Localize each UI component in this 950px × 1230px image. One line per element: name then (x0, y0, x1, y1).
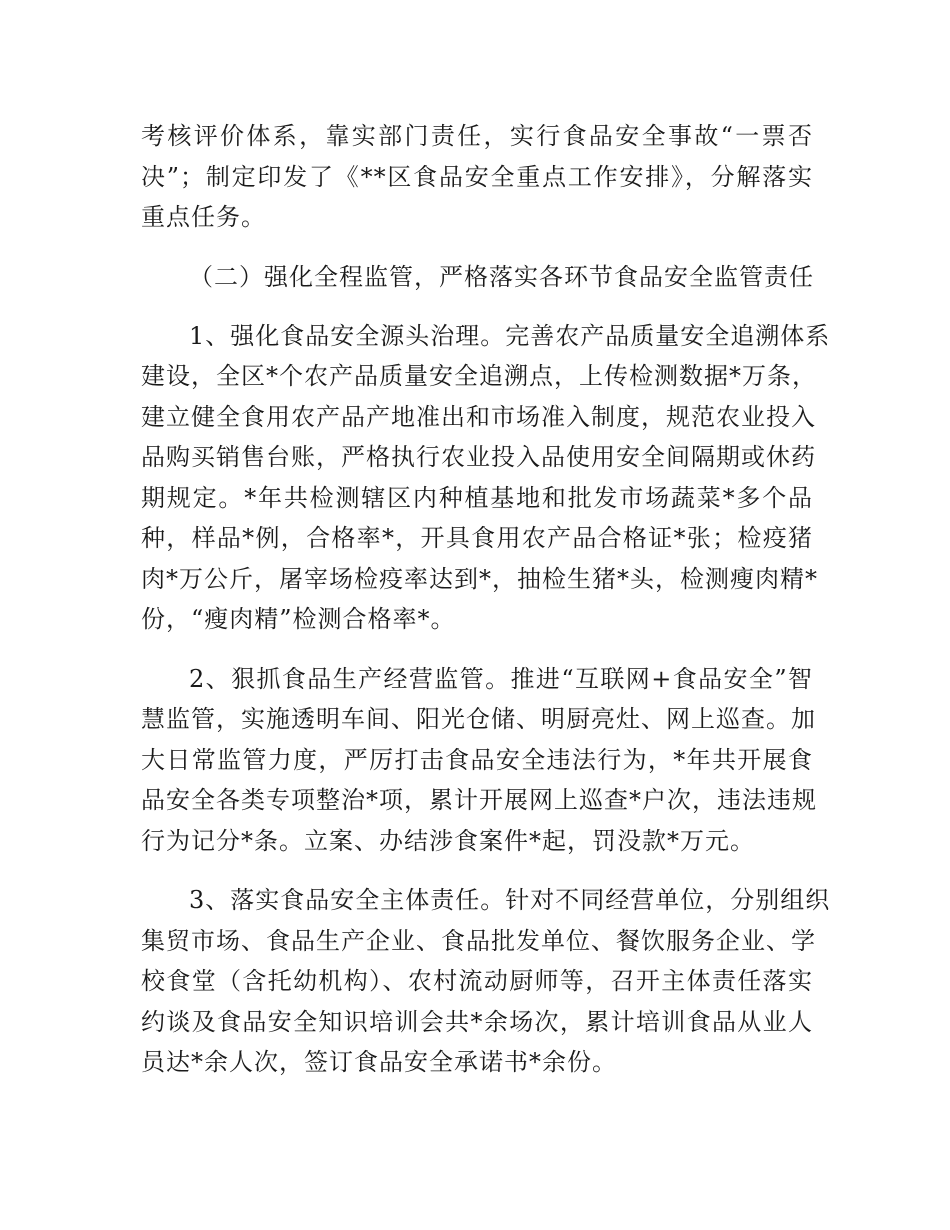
paragraph-production-supervision (141, 659, 817, 862)
text-line: 决”；制定印发了《**区食品安全重点工作安排》，分解落实 (141, 162, 813, 191)
text-line: 期规定。*年共检测辖区内种植基地和批发市场蔬菜*多个品 (141, 483, 813, 512)
text-line: 重点任务。 (141, 203, 266, 231)
text-line: 集贸市场、食品生产企业、食品批发单位、餐饮服务企业、学 (141, 926, 816, 955)
text-line: 3、落实食品安全主体责任。针对不同经营单位，分别组织 (189, 886, 831, 914)
text-line: 1、强化食品安全源头治理。完善农产品质量安全追溯体系 (189, 321, 831, 350)
text-line: 行为记分*条。立案、办结涉食案件*起，罚没款*万元。 (141, 826, 755, 855)
paragraph-main-responsibility (141, 880, 831, 1083)
text-line: 品安全各类专项整治*项，累计开展网上巡查*户次，违法违规 (141, 786, 817, 814)
text-line: 2、狠抓食品生产经营监管。推进“互联网+食品安全”智 (189, 664, 813, 693)
text-line: 份，“瘦肉精”检测合格率*。 (141, 605, 456, 633)
text-line: 约谈及食品安全知识培训会共*余场次，累计培训食品从业人 (141, 1007, 813, 1036)
text-line: 校食堂（含托幼机构）、农村流动厨师等，召开主体责任落实 (141, 967, 813, 995)
text-line: 品购买销售台账，严格执行农业投入品使用安全间隔期或休药 (141, 443, 816, 471)
text-line: 肉*万公斤，屠宰场检疫率达到*，抽检生猪*头，检测瘦肉精* (141, 564, 818, 593)
text-line: 考核评价体系，靠实部门责任，实行食品安全事故“一票否 (141, 122, 813, 150)
text-line: 大日常监管力度，严厉打击食品安全违法行为，*年共开展食 (141, 745, 813, 774)
document-body (141, 116, 831, 1102)
text-line: 员达*余人次，签订食品安全承诺书*余份。 (141, 1048, 617, 1076)
text-line: 种，样品*例，合格率*，开具食用农产品合格证*张；检疫猪 (141, 524, 813, 552)
text-line: 建设，全区*个农产品质量安全追溯点，上传检测数据*万条， (141, 362, 817, 390)
paragraph-evaluation-system (141, 116, 813, 238)
paragraph-source-governance (141, 316, 831, 640)
text-line: 慧监管，实施透明车间、阳光仓储、明厨亮灶、网上巡查。加 (141, 705, 816, 733)
text-line: 建立健全食用农产品产地准出和市场准入制度，规范农业投入 (141, 402, 816, 431)
section-heading-text: （二）强化全程监管，严格落实各环节食品安全监管责任 (189, 262, 814, 291)
section-heading (141, 257, 813, 298)
